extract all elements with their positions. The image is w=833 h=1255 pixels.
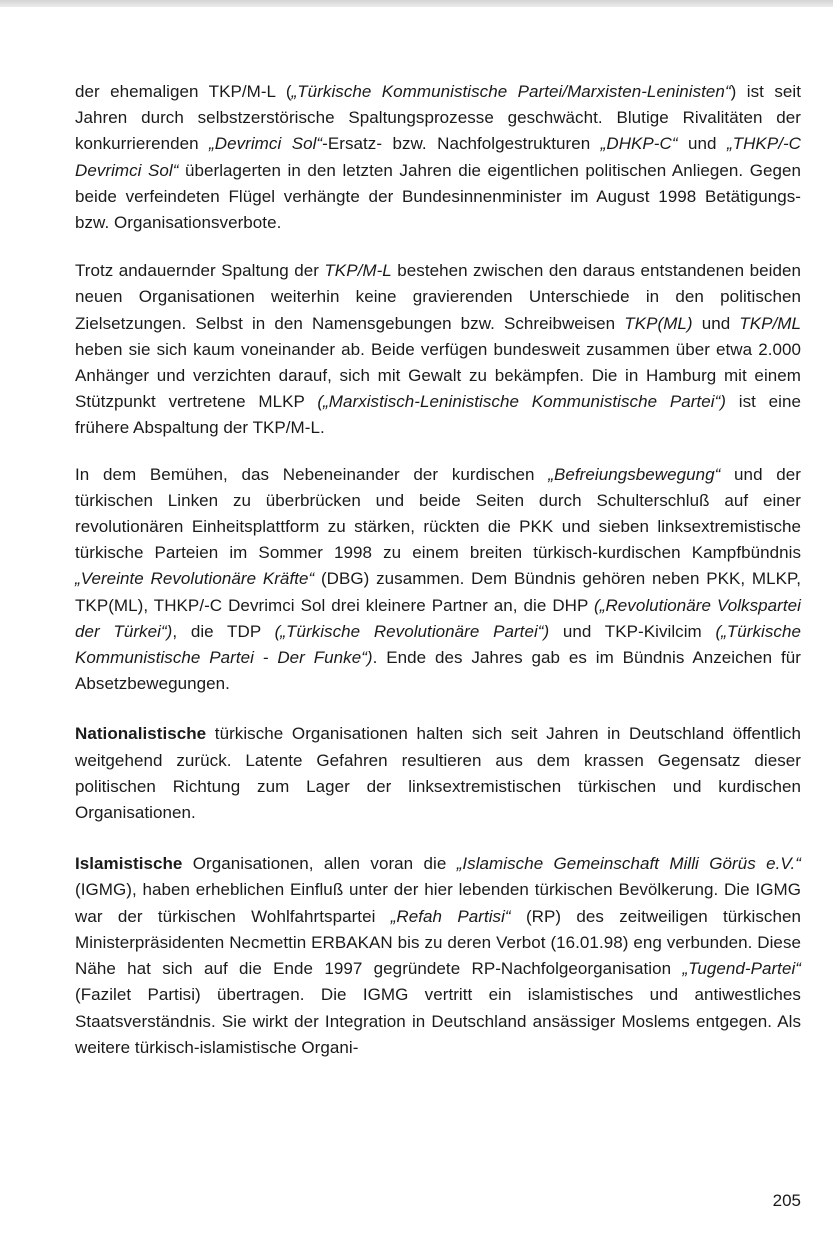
scan-top-edge	[0, 0, 833, 7]
text-run: -Ersatz- bzw. Nachfolgestrukturen	[322, 134, 601, 154]
italic-term: TKP/M-L	[324, 261, 392, 281]
text-run: (DBG) zusammen. Dem Bündnis gehören neben PKK, MLKP, TKP(ML), THKP/-C Devrimci Sol drei kleinere Partner an, die DHP	[75, 569, 801, 615]
text-run: , die TDP	[172, 621, 275, 641]
italic-term: („Marxistisch-Leninistische Kommunistische Partei“)	[317, 392, 726, 412]
italic-term: („Türkische Revolutionäre Partei“)	[274, 621, 550, 641]
italic-term: „Befreiungsbewegung“	[548, 464, 721, 484]
text-run: und	[692, 313, 740, 333]
italic-term: „THKP/-C Devrimci Sol“	[75, 134, 802, 180]
italic-term: „Türkische Kommunistische Partei/Marxisten-Leninisten“	[291, 82, 731, 101]
bold-term: Nationalistische	[75, 724, 207, 744]
text-run: (RP) des zeitweiligen türkischen Ministerpräsidenten Necmettin ERBAKAN bis zu deren Verbot (16.01.98) eng verbunden. Diese Nähe hat sich auf die Ende 1997 gegründete RP-Nachfolgeorganisation	[75, 906, 802, 979]
text-run: . Ende des Jahres gab es im Bündnis Anzeichen für Absetzbewegungen.	[75, 648, 801, 694]
italic-term: TKP/ML	[739, 313, 801, 333]
text-run: Organisationen, allen voran die	[182, 854, 457, 874]
paragraph-dbg-alliance	[75, 462, 801, 698]
text-run: und TKP-Kivilcim	[549, 621, 716, 641]
bold-term: Islamistische	[75, 854, 183, 874]
text-run: und	[677, 134, 727, 154]
text-run: türkische Organisationen halten sich seit Jahren in Deutschland öffentlich weitgehend zurück. Latente Gefahren resultieren aus dem krassen Gegensatz dieser politischen Richtung zum Lager der linksextremistischen türkischen und kurdischen Organisationen.	[75, 724, 801, 823]
text-run: und der türkischen Linken zu überbrücken und beide Seiten durch Schulterschluß auf einer revolutionären Einheitsplattform zu stärken, rückten die PKK und sieben linksextremistische türkische Parteien im Sommer 1998 zu einem breiten türkisch-kurdischen Kampfbündnis	[75, 464, 801, 563]
italic-term: „Tugend-Partei“	[682, 959, 801, 979]
text-run: Trotz andauernder Spaltung der	[75, 261, 325, 281]
text-run: ) ist seit Jahren durch selbstzerstörische Spaltungsprozesse geschwächt. Blutige Rivalitäten der konkurrierenden	[75, 82, 801, 154]
text-run: In dem Bemühen, das Nebeneinander der kurdischen	[75, 464, 549, 484]
paragraph-tkp-ml-split	[75, 79, 801, 236]
text-run: (IGMG), haben erheblichen Einfluß unter der hier lebenden türkischen Bevölkerung. Die IGMG war der türkischen Wohlfahrtspartei	[75, 880, 801, 926]
text-run: bestehen zwischen den daraus entstandenen beiden neuen Organisationen weiterhin keine gravierenden Unterschiede in den politischen Zielsetzungen. Selbst in den Namensgebungen bzw. Schreibweisen	[75, 261, 801, 333]
text-run: heben sie sich kaum voneinander ab. Beide verfügen bundesweit zusammen über etwa 2.000 Anhänger und verzichten darauf, sich mit Gewalt zu bekämpfen. Die in Hamburg mit einem Stützpunkt vertretene MLKP	[75, 339, 801, 412]
italic-term: „Refah Partisi“	[390, 906, 511, 926]
text-run: der ehemaligen TKP/M-L (	[75, 82, 292, 101]
italic-term: „Vereinte Revolutionäre Kräfte“	[75, 569, 315, 589]
text-run: (Fazilet Partisi) übertragen. Die IGMG vertritt ein islamistisches und antiwestliches Staatsverständnis. Sie wirkt der Integration in Deutschland ansässiger Moslems entgegen. Als weitere türkisch-islamistische Organi-	[75, 985, 801, 1057]
italic-term: „DHKP-C“	[600, 134, 678, 154]
italic-term: „Islamische Gemeinschaft Milli Görüs e.V.“	[456, 854, 801, 874]
italic-term: („Revolutionäre Volkspartei der Türkei“)	[75, 595, 801, 641]
document-body	[75, 79, 801, 1061]
paragraph-islamist-organisations	[75, 851, 801, 1061]
page-number: 205	[772, 1191, 801, 1210]
italic-term: („Türkische Kommunistische Partei - Der Funke“)	[75, 621, 801, 668]
text-run: ist eine frühere Abspaltung der TKP/M-L.	[75, 392, 801, 438]
italic-term: „Devrimci Sol“	[209, 134, 323, 154]
paragraph-nationalist-organisations	[75, 721, 801, 826]
paragraph-tkp-ml-organisations	[75, 258, 801, 441]
text-run: überlagerten in den letzten Jahren die eigentlichen politischen Anliegen. Gegen beide verfeindeten Flügel verhängte der Bundesinnenminister im August 1998 Betätigungs- bzw. Organisationsverbote.	[75, 160, 802, 233]
italic-term: TKP(ML)	[624, 313, 693, 333]
